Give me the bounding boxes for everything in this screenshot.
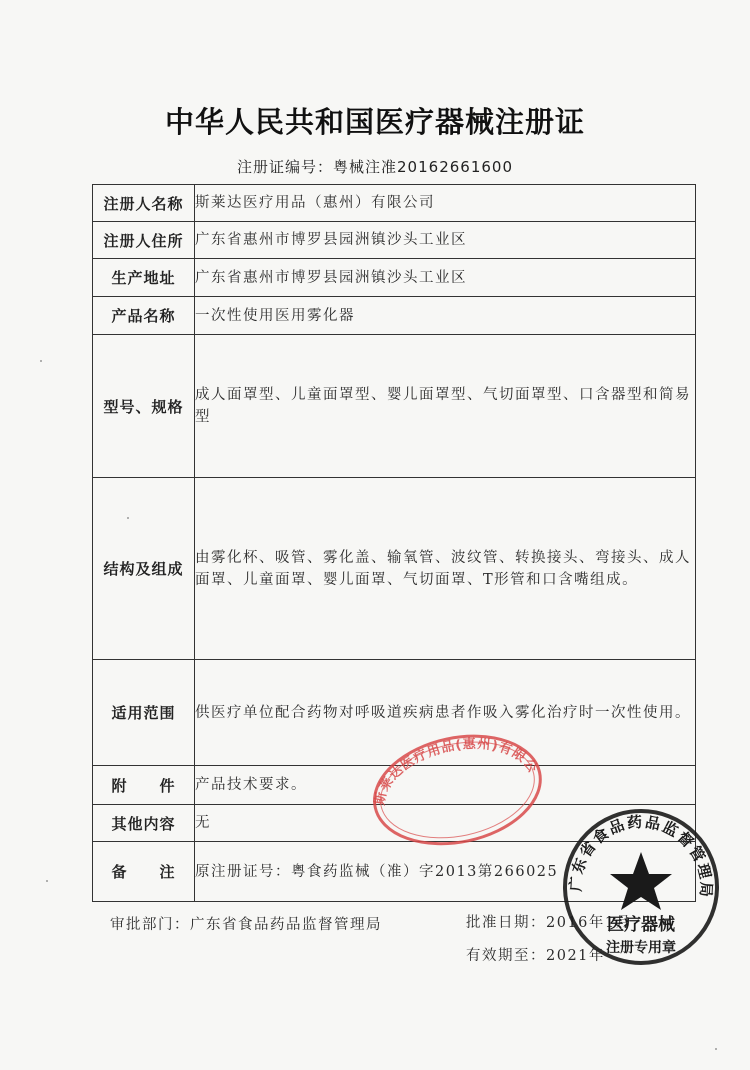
row-value: 由雾化杯、吸管、雾化盖、输氧管、波纹管、转换接头、弯接头、成人面罩、儿童面罩、婴儿面罩、气切面罩、T形管和口含嘴组成。 bbox=[195, 478, 696, 660]
row-label: 适用范围 bbox=[93, 660, 195, 766]
authority-seal-ring-text: 广东省食品药品监督管理局 bbox=[566, 812, 716, 900]
table-row bbox=[93, 222, 696, 259]
row-label: 附 件 bbox=[93, 766, 195, 805]
table-row bbox=[93, 185, 696, 222]
valid-until-label: 有效期至： bbox=[466, 948, 546, 964]
approval-department-value: 广东省食品药品监督管理局 bbox=[190, 917, 382, 933]
row-label: 结构及组成 bbox=[93, 478, 195, 660]
star-icon bbox=[610, 852, 672, 910]
valid-until-value: 2021年 bbox=[546, 948, 605, 964]
authority-seal-center-line1: 医疗器械 bbox=[607, 915, 675, 935]
table-row bbox=[93, 259, 696, 297]
scan-speck bbox=[127, 517, 129, 519]
table-row bbox=[93, 478, 696, 660]
approval-department bbox=[110, 913, 382, 934]
row-label: 注册人住所 bbox=[93, 222, 195, 259]
svg-text:斯莱达医疗用品(惠州)有限公司 bbox=[368, 728, 542, 811]
registration-number-value: 粤械注准20162661600 bbox=[333, 158, 513, 176]
registration-number-label: 注册证编号： bbox=[237, 158, 334, 176]
scan-speck bbox=[715, 1048, 717, 1050]
row-value: 斯莱达医疗用品（惠州）有限公司 bbox=[195, 185, 696, 222]
authority-seal-center-line2: 注册专用章 bbox=[606, 940, 676, 956]
row-label: 型号、规格 bbox=[93, 335, 195, 478]
row-label: 注册人名称 bbox=[93, 185, 195, 222]
row-value: 广东省惠州市博罗县园洲镇沙头工业区 bbox=[195, 259, 696, 297]
row-label: 其他内容 bbox=[93, 805, 195, 842]
row-value: 原注册证号：粤食药监械（准）字2013第266025 bbox=[195, 842, 696, 902]
scan-speck bbox=[40, 360, 42, 362]
document-title: 中华人民共和国医疗器械注册证 bbox=[164, 105, 585, 139]
table-row bbox=[93, 297, 696, 335]
row-value: 广东省惠州市博罗县园洲镇沙头工业区 bbox=[195, 222, 696, 259]
row-value: 一次性使用医用雾化器 bbox=[195, 297, 696, 335]
approval-department-label: 审批部门： bbox=[110, 917, 190, 933]
row-value: 产品技术要求。 bbox=[195, 766, 696, 805]
row-label: 生产地址 bbox=[93, 259, 195, 297]
table-row bbox=[93, 335, 696, 478]
approval-date-value: 2016年1月 bbox=[546, 915, 632, 931]
row-value: 无 bbox=[195, 805, 696, 842]
row-label: 产品名称 bbox=[93, 297, 195, 335]
company-seal bbox=[368, 728, 546, 848]
row-value: 供医疗单位配合药物对呼吸道疾病患者作吸入雾化治疗时一次性使用。 bbox=[195, 660, 696, 766]
company-seal-text: 斯莱达医疗用品(惠州)有限公司 bbox=[372, 736, 541, 807]
approval-date-label: 批准日期： bbox=[466, 915, 546, 931]
row-value: 成人面罩型、儿童面罩型、婴儿面罩型、气切面罩型、口含器型和简易型 bbox=[195, 335, 696, 478]
row-label: 备 注 bbox=[93, 842, 195, 902]
scan-speck bbox=[46, 880, 48, 882]
registration-number-line bbox=[0, 156, 750, 177]
authority-seal bbox=[560, 806, 722, 968]
